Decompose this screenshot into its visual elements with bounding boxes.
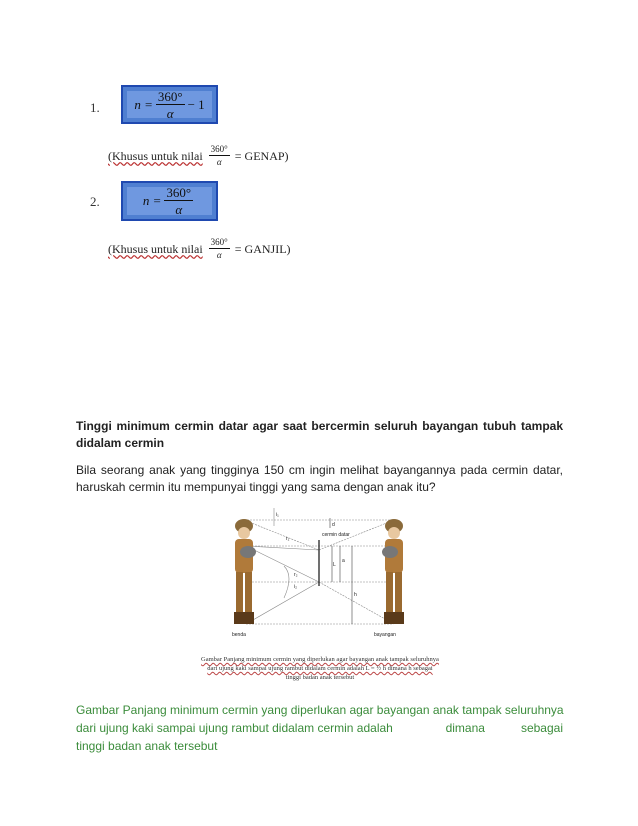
- body-line-2: [76, 719, 563, 737]
- caption-line-2: dari ujung kaki sampai ujung rambut didalam cermin adalah L = ½ h dimana h sebagai: [207, 665, 433, 672]
- label-benda: benda: [232, 632, 246, 638]
- label-mirror: cermin datar: [322, 532, 350, 538]
- formula-1-lhs: n =: [134, 96, 153, 112]
- label-h: h: [354, 592, 357, 598]
- mirror-figure: [224, 506, 414, 640]
- question-paragraph: Bila seorang anak yang tingginya 150 cm ingin melihat bayangannya pada cermin datar, haruskah cermin itu mempunyai tinggi yang sama dengan anak itu?: [76, 463, 563, 494]
- formula-2-fraction: [164, 186, 193, 216]
- formula-1-note-fraction: [209, 145, 230, 167]
- caption-line-1: Gambar Panjang minimum cermin yang diperlukan agar bayangan anak tampak seluruhnya: [201, 656, 439, 663]
- body-line-1: Gambar Panjang minimum cermin yang diperlukan agar bayangan anak tampak seluruhnya: [76, 703, 564, 717]
- formula-1-suffix: − 1: [187, 96, 205, 112]
- formula-1-note-suffix: = GENAP): [234, 148, 289, 163]
- label-r1: r₁: [286, 536, 290, 542]
- formula-2-note: [108, 236, 291, 262]
- formula-1-fraction: [156, 90, 185, 120]
- formula-2-note-num: 360°: [210, 237, 228, 247]
- label-a: a: [342, 558, 345, 564]
- formula-2-note-suffix: = GANJIL): [234, 241, 291, 256]
- child-image: [382, 519, 404, 624]
- child-object: [234, 519, 256, 624]
- mirror-diagram: [224, 506, 414, 640]
- label-bayangan: bayangan: [374, 632, 396, 638]
- formula-1-note-den: α: [216, 157, 222, 167]
- formula-2-box: [121, 181, 218, 221]
- body-text: [76, 701, 563, 755]
- body-line-2a: dari ujung kaki sampai ujung rambut didalam cermin adalah: [76, 721, 393, 735]
- label-i2: i₂: [294, 584, 298, 590]
- body-line-2c: sebagai: [520, 721, 563, 735]
- formula-1-note: [108, 143, 289, 169]
- formula-1-number: 1.: [90, 100, 100, 115]
- formula-1-numerator: 360°: [157, 88, 183, 104]
- formula-2-number: 2.: [90, 194, 100, 209]
- formula-1-note-prefix: (Khusus untuk nilai: [108, 148, 203, 163]
- formula-1-box: [121, 85, 218, 124]
- section-heading: Tinggi minimum cermin datar agar saat bercermin seluruh bayangan tubuh tampak didalam cermin: [76, 419, 563, 450]
- body-line-2b: dimana: [445, 721, 485, 735]
- body-line-3: tinggi badan anak tersebut: [76, 739, 218, 753]
- formula-2-numerator: 360°: [166, 185, 192, 200]
- label-r2: r₂: [294, 572, 298, 578]
- formula-1-note-num: 360°: [210, 144, 228, 154]
- figure-caption: [190, 655, 450, 682]
- caption-line-3: tinggi badan anak tersebut: [285, 674, 355, 681]
- formula-2-lhs: n =: [142, 193, 162, 208]
- formula-2-note-den: α: [216, 250, 222, 260]
- label-i1: i₁: [276, 512, 279, 518]
- formula-1-denominator: α: [166, 105, 174, 121]
- label-L: L: [333, 562, 336, 568]
- formula-2-note-prefix: (Khusus untuk nilai: [108, 241, 203, 256]
- formula-2-denominator: α: [175, 202, 183, 217]
- label-d: d: [332, 522, 335, 528]
- formula-2-note-fraction: [209, 238, 230, 260]
